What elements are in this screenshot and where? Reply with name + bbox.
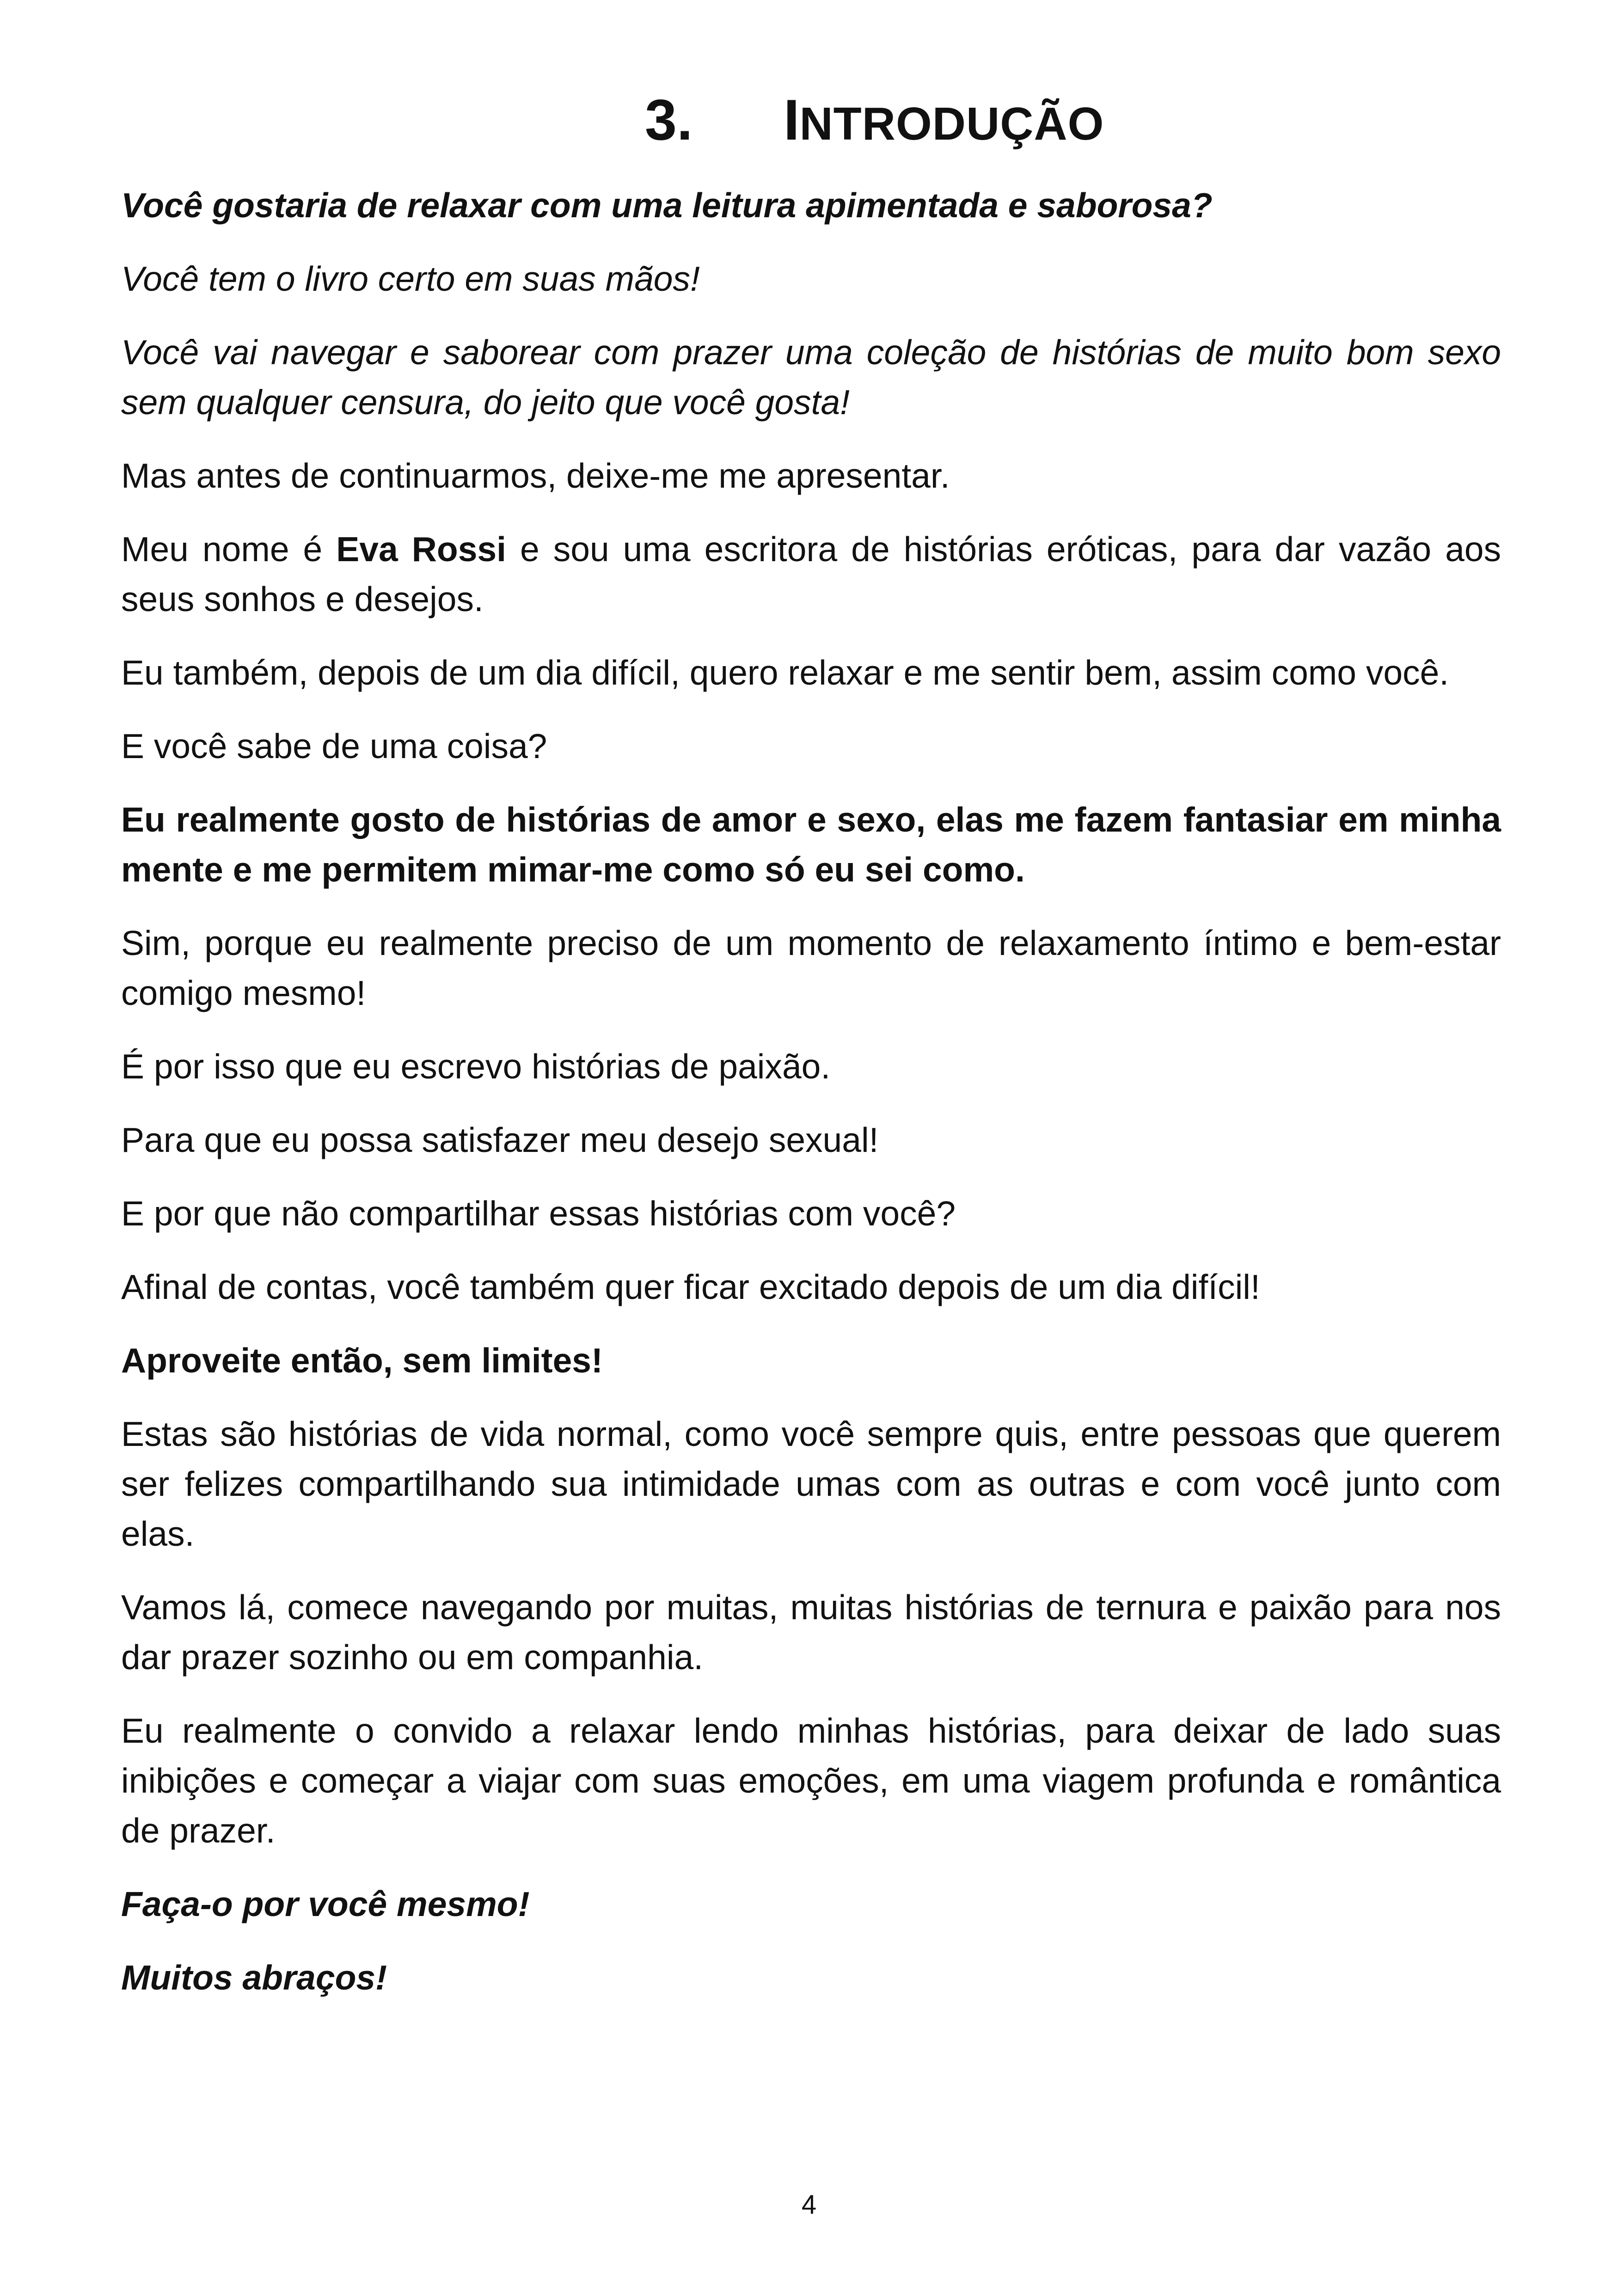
paragraph-reason: É por isso que eu escrevo histórias de paixão.	[121, 1047, 831, 1086]
paragraph-invite: Eu realmente o convido a relaxar lendo minhas histórias, para deixar de lado suas inibições e começar a viajar com suas emoções, em uma viagem profunda e romântica de prazer.	[121, 1711, 1501, 1850]
closing-line-1: Faça-o por você mesmo!	[121, 1885, 530, 1923]
author-text-before: Meu nome é	[121, 530, 337, 569]
paragraph-desire: Para que eu possa satisfazer meu desejo sexual!	[121, 1120, 879, 1159]
paragraph-wellbeing: Sim, porque eu realmente preciso de um momento de relaxamento íntimo e bem-estar comigo mesmo!	[121, 924, 1501, 1012]
paragraph-browse: Vamos lá, comece navegando por muitas, muitas histórias de ternura e paixão para nos dar prazer sozinho ou em companhia.	[121, 1588, 1501, 1677]
body-text	[121, 180, 1501, 2026]
chapter-title-rest: NTRODUÇÃO	[799, 98, 1104, 150]
paragraph-question: E você sabe de uma coisa?	[121, 727, 547, 765]
page-number: 4	[801, 2190, 817, 2220]
paragraph-stories: Estas são histórias de vida normal, como você sempre quis, entre pessoas que querem ser felizes compartilhando sua intimidade umas com as outras e com você junto com elas.	[121, 1414, 1501, 1553]
paragraph-bold-statement: Eu realmente gosto de histórias de amor e sexo, elas me fazem fantasiar em minha mente e me permitem mimar-me como só eu sei como.	[121, 800, 1501, 889]
intro-line-3: Você vai navegar e saborear com prazer uma coleção de histórias de muito bom sexo sem qualquer censura, do jeito que você gosta!	[121, 333, 1501, 422]
intro-question: Você gostaria de relaxar com uma leitura apimentada e saborosa?	[121, 186, 1213, 225]
paragraph-presentation: Mas antes de continuarmos, deixe-me me apresentar.	[121, 456, 950, 495]
chapter-title-initial: I	[784, 88, 800, 152]
paragraph-enjoy: Aproveite então, sem limites!	[121, 1341, 603, 1380]
author-name: Eva Rossi	[336, 530, 506, 569]
closing-line-2: Muitos abraços!	[121, 1958, 387, 1997]
intro-line-2: Você tem o livro certo em suas mãos!	[121, 259, 700, 298]
chapter-heading	[645, 86, 1104, 159]
author-text-after: e sou uma escritora de histórias eróticas, para dar vazão aos seus sonhos e desejos.	[121, 530, 1501, 618]
paragraph-excited: Afinal de contas, você também quer ficar excitado depois de um dia difícil!	[121, 1267, 1260, 1306]
chapter-number: 3.	[645, 88, 693, 152]
paragraph-share: E por que não compartilhar essas histórias com você?	[121, 1194, 956, 1233]
paragraph-relax: Eu também, depois de um dia difícil, quero relaxar e me sentir bem, assim como você.	[121, 653, 1449, 692]
paragraph-author-name	[121, 524, 1501, 624]
